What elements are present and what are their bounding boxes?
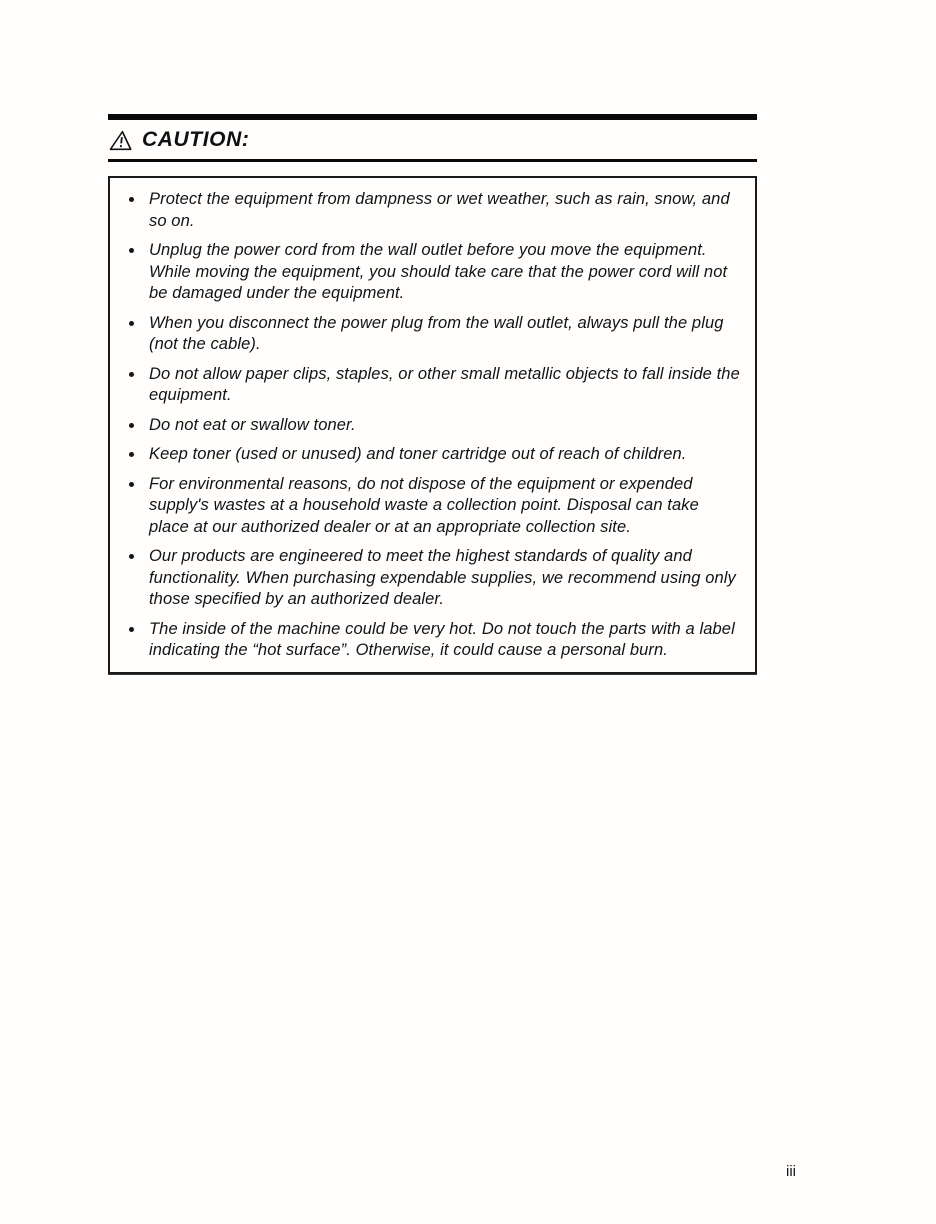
caution-item	[110, 313, 745, 356]
bullet-icon	[129, 554, 134, 559]
bullet-icon	[129, 372, 134, 377]
bullet-icon	[129, 321, 134, 326]
caution-item-text: Protect the equipment from dampness or wet weather, such as rain, snow, and so on.	[149, 190, 730, 230]
caution-item	[110, 415, 745, 437]
caution-list	[110, 189, 745, 662]
caution-item	[110, 546, 745, 611]
caution-heading	[108, 120, 757, 159]
caution-item-text: For environmental reasons, do not dispose of the equipment or expended supply's wastes at a household waste a collection point. Disposal can take place at our authorized dealer or at an appropriate collection site.	[149, 474, 699, 536]
bullet-icon	[129, 423, 134, 428]
bullet-icon	[129, 197, 134, 202]
caution-item-text: Do not allow paper clips, staples, or other small metallic objects to fall inside the equipment.	[149, 364, 740, 404]
caution-item-text: When you disconnect the power plug from the wall outlet, always pull the plug (not the cable).	[149, 313, 724, 353]
caution-item-text: The inside of the machine could be very hot. Do not touch the parts with a label indicating the “hot surface”. Otherwise, it could cause a personal burn.	[149, 619, 735, 659]
bullet-icon	[129, 627, 134, 632]
caution-item-text: Unplug the power cord from the wall outlet before you move the equipment. While moving the equipment, you should take care that the power cord will not be damaged under the equipment.	[149, 241, 728, 302]
caution-item	[110, 474, 745, 539]
bullet-icon	[129, 248, 134, 253]
caution-heading-label: CAUTION:	[142, 128, 250, 151]
bullet-icon	[129, 482, 134, 487]
caution-item-text: Our products are engineered to meet the highest standards of quality and functionality. When purchasing expendable supplies, we recommend using only those specified by an authorized dealer.	[149, 547, 736, 608]
page-number: iii	[786, 1163, 796, 1180]
heading-underline-rule	[108, 159, 757, 162]
page-content	[108, 114, 757, 674]
caution-item	[110, 189, 745, 232]
caution-item	[110, 444, 745, 466]
caution-item	[110, 364, 745, 407]
caution-item-text: Do not eat or swallow toner.	[149, 415, 356, 434]
caution-box	[108, 176, 757, 674]
bullet-icon	[129, 452, 134, 457]
caution-item-text: Keep toner (used or unused) and toner cartridge out of reach of children.	[149, 445, 687, 463]
caution-item	[110, 619, 745, 662]
warning-triangle-icon	[109, 130, 134, 151]
caution-item	[110, 240, 745, 305]
